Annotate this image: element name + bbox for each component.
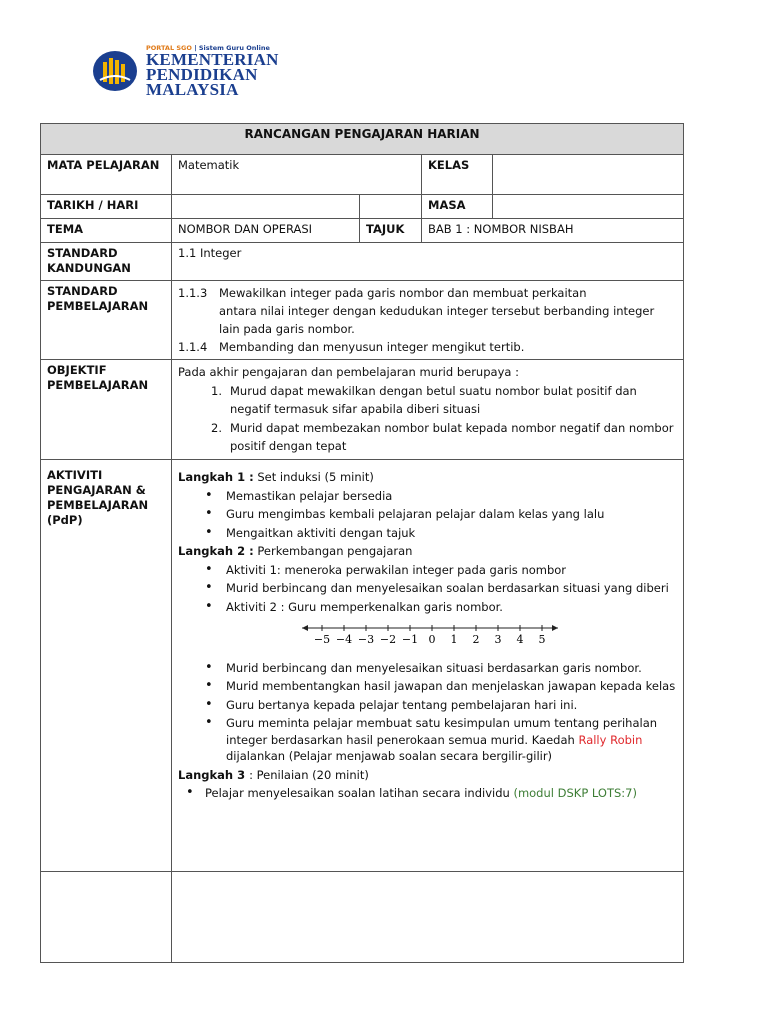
value-objektif [172,360,684,460]
label-objektif: OBJEKTIF PEMBELAJARAN [41,360,172,460]
number-line-label: 4 [516,633,524,645]
list-item: • Pelajar menyelesaikan soalan latihan secara individu (modul DSKP LOTS:7) [178,785,677,802]
objektif-item: 1. Murud dapat mewakilkan dengan betul suatu nombor bulat positif dan negatif termasuk sifar apabila diberi situasi [211,384,637,416]
arrow-right-icon [552,625,558,631]
number-line-label: 3 [494,633,502,645]
label-standard-pembelajaran: STANDARD PEMBELAJARAN [41,281,172,360]
row-aktiviti [41,460,684,872]
value-tema: NOMBOR DAN OPERASI [172,219,360,243]
number-line-graphic [300,623,562,645]
number-line-label: −5 [313,633,331,645]
row-objektif [41,360,684,460]
number-line-label: −2 [379,633,397,645]
langkah-2: Langkah 2 : Perkembangan pengajaran [178,544,413,558]
list-item: • Murid berbincang dan menyelesaikan situasi berdasarkan garis nombor. [178,660,677,677]
number-line-label: −1 [401,633,419,645]
langkah-3: Langkah 3 : Penilaian (20 minit) [178,767,369,782]
value-aktiviti [172,460,684,872]
arrow-left-icon [302,625,308,631]
row-standard-kandungan [41,243,684,281]
list-item: • Guru mengimbas kembali pelajaran pelajar dalam kelas yang lalu [178,506,677,523]
row-standard-pembelajaran [41,281,684,360]
sp-item: 1.1.4 Membanding dan menyusun integer mengikut tertib. [178,340,525,354]
list-item: • Memastikan pelajar bersedia [178,488,677,505]
langkah-1-list [178,488,677,542]
table-title: RANCANGAN PENGAJARAN HARIAN [41,124,684,155]
number-line-label: −3 [357,633,375,645]
value-tarikh [172,195,360,219]
label-tarikh: TARIKH / HARI [41,195,172,219]
kpm-logo [92,42,292,100]
label-tajuk: TAJUK [360,219,422,243]
value-standard-pembelajaran [172,281,684,360]
langkah-3-list [178,785,677,802]
number-line-label: 5 [538,633,546,645]
list-item: • Mengaitkan aktiviti dengan tajuk [178,525,677,542]
list-item: • Aktiviti 1: meneroka perwakilan integer pada garis nombor [178,562,677,579]
value-tajuk: BAB 1 : NOMBOR NISBAH [422,219,684,243]
label-masa: MASA [422,195,493,219]
logo-pendidikan: PENDIDIKAN [146,65,258,84]
number-line-label: 0 [428,633,436,645]
value-standard-kandungan: 1.1 Integer [172,243,684,281]
list-item: • Murid membentangkan hasil jawapan dan menjelaskan jawapan kepada kelas [178,678,677,695]
value-kelas [493,155,684,195]
modul-dskp-note: (modul DSKP LOTS:7) [513,786,637,800]
logo-malaysia: MALAYSIA [146,80,239,99]
list-item: • Aktiviti 2 : Guru memperkenalkan garis nombor. [178,599,677,616]
kpm-emblem-icon [92,50,138,92]
value-masa [493,195,684,219]
row-empty [41,872,684,963]
rally-robin-highlight: Rally Robin [578,732,643,747]
portal-sgo-label: PORTAL SGO | Sistem Guru Online [146,44,270,52]
number-line-label: 1 [450,633,458,645]
number-line-label: −4 [335,633,353,645]
objektif-intro: Pada akhir pengajaran dan pembelajaran murid berupaya : [178,365,519,379]
langkah-2-list-a [178,562,677,616]
langkah-1: Langkah 1 : Set induksi (5 minit) [178,470,374,484]
row-mata-pelajaran [41,155,684,195]
empty-value-cell [172,872,684,963]
value-mata-pelajaran: Matematik [172,155,422,195]
list-item: • Murid berbincang dan menyelesaikan soalan berdasarkan situasi yang diberi [178,580,677,597]
label-aktiviti: AKTIVITI PENGAJARAN & PEMBELAJARAN (PdP) [41,460,172,872]
empty-label-cell [41,872,172,963]
label-standard-kandungan: STANDARD KANDUNGAN [41,243,172,281]
number-line [300,623,677,650]
value-tarikh-extra [360,195,422,219]
list-item: • Guru meminta pelajar membuat satu kesimpulan umum tentang perihalan integer berdasarkan hasil penerokaan semua murid. Kaedah Rally Robin dijalankan (Pelajar menjawab soalan secara bergilir-gilir) [178,715,677,765]
number-line-label: 2 [472,633,480,645]
langkah-2-list-b [178,660,677,765]
sp-item-cont: antara nilai integer dengan kedudukan integer tersebut berbanding integer lain pada garis nombor. [219,304,655,336]
sp-item: 1.1.3 Mewakilkan integer pada garis nombor dan membuat perkaitan [178,286,587,300]
list-item: • Guru bertanya kepada pelajar tentang pembelajaran hari ini. [178,697,677,714]
logo-kementerian: KEMENTERIAN [146,50,279,69]
label-mata-pelajaran: MATA PELAJARAN [41,155,172,195]
label-tema: TEMA [41,219,172,243]
objektif-item: 2. Murid dapat membezakan nombor bulat kepada nombor negatif dan nombor positif dengan tepat [211,421,674,453]
lesson-plan-table [40,123,684,963]
label-kelas: KELAS [422,155,493,195]
row-tarikh [41,195,684,219]
table-title-row [41,124,684,155]
row-tema [41,219,684,243]
